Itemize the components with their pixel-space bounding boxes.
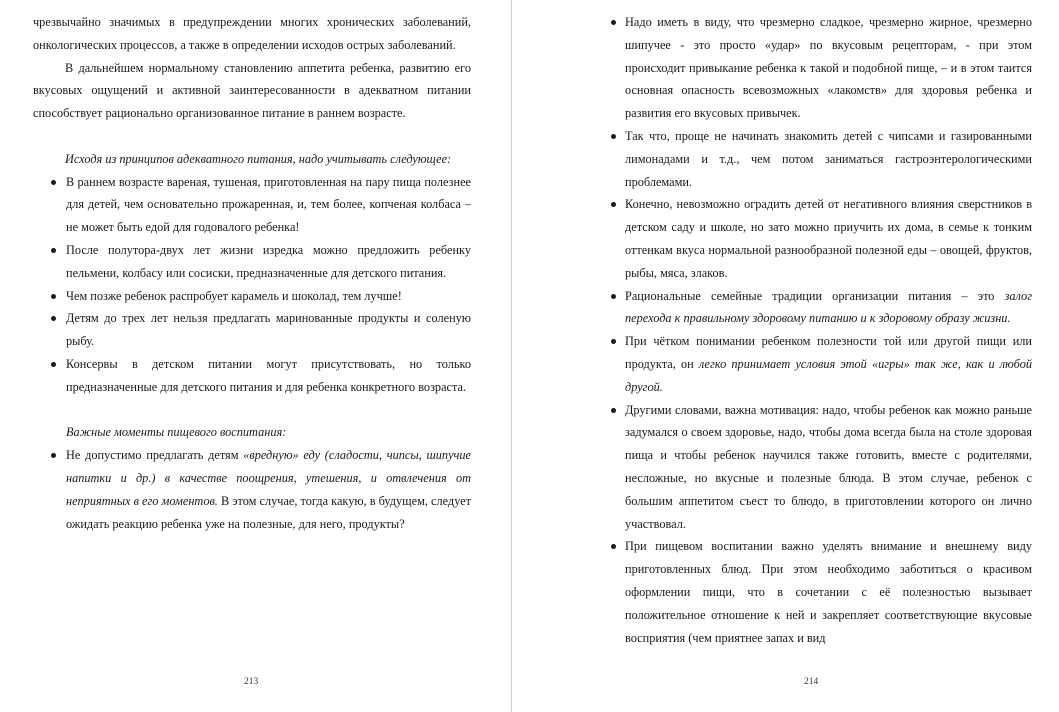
bullet-icon [611, 20, 616, 25]
page-number: 213 [244, 677, 259, 687]
list-item [33, 353, 471, 399]
paragraph-appetite: В дальнейшем нормальному становлению аппетита ребенка, развитию его вкусовых ощущений и активной заинтересованности в адекватном питании способствует рационально организованное питание в раннем возрасте. [33, 60, 471, 121]
list-item-text: Консервы в детском питании могут присутствовать, но только предназначенные для детского питания и для ребенка конкретного возраста. [66, 356, 471, 394]
list-item-text-italic: «вредную» еду (сладости, чипсы, шипучие напитки и др.) в качестве поощрения, утешения, и отвлечения от неприятных в его моментов. [66, 448, 471, 508]
list-item [33, 285, 471, 308]
list-item [33, 444, 471, 535]
list-item [625, 125, 1032, 193]
list-item-text-start: Не допустимо предлагать детям [66, 448, 244, 463]
list-item-text: Рациональные семейные традиции организации питания – это [625, 288, 1005, 303]
page-213 [0, 0, 511, 712]
heading-principles: Исходя из принципов адекватного питания, надо учитывать следующее: [65, 151, 452, 166]
spacer [33, 125, 471, 148]
list-item [33, 307, 471, 353]
list-item-text: После полутора-двух лет жизни изредка можно предложить ребенку пельмени, колбасу или сосиски, предназначенные для детского питания. [66, 242, 471, 280]
bullet-icon [51, 453, 56, 458]
list-item-text: Чем позже ребенок распробует карамель и шоколад, тем лучше! [66, 288, 402, 303]
right-text-column [625, 11, 1032, 649]
bullet-icon [611, 202, 616, 207]
list-item-text: При чётком понимании ребенком полезности той или другой пищи или продукта, он [625, 334, 1032, 371]
list-item-text: Надо иметь в виду, что чрезмерно сладкое, чрезмерно жирное, чрезмерно шипучее - это просто «удар» по вкусовым рецепторам, - при этом происходит привыкание ребенка к такой и подобной пище, – и в этом таится основная опасность всевозможных «лакомств» для здоровья ребенка и развития его вкусовых привычек. [625, 15, 1032, 121]
list-item-text: Конечно, невозможно оградить детей от негативного влияния сверстников в детском саду и школе, но зато можно приучить их дома, в семье к тонким оттенкам вкуса нормальной разнообразной полезной еды – овощей, фруктов, рыбы, мяса, злаков. [625, 197, 1032, 280]
bullet-icon [611, 294, 616, 299]
list-item [625, 11, 1032, 125]
bullet-icon [51, 362, 56, 367]
list-item [625, 285, 1032, 331]
list-item [625, 330, 1032, 398]
list-item [625, 535, 1032, 649]
principles-list [33, 171, 471, 399]
bullet-icon [51, 294, 56, 299]
advice-list [625, 11, 1032, 649]
list-item-text: Другими словами, важна мотивация: надо, чтобы ребенок как можно раньше задумался о своем здоровье, надо, чтобы дома всегда была на столе здоровая пища и чтобы ребенок научился также готовить, вместе с родителями, несложные, но вкусные и полезные блюда. В этом случае, ребенок с большим аппетитом съест то блюдо, в приготовлении которого он лично участвовал. [625, 402, 1032, 531]
bullet-icon [51, 316, 56, 321]
page-214 [512, 0, 1059, 712]
bullet-icon [51, 180, 56, 185]
list-item-text: Детям до трех лет нельзя предлагать маринованные продукты и соленую рыбу. [66, 311, 471, 349]
left-text-column [33, 11, 471, 535]
bullet-icon [611, 339, 616, 344]
paragraph-intro: чрезвычайно значимых в предупреждении многих хронических заболеваний, онкологических процессов, а также в определении исходов острых заболеваний. [33, 15, 471, 52]
page-number: 214 [804, 677, 819, 687]
list-item-text: В раннем возрасте вареная, тушеная, приготовленная на пару пища полезнее для детей, чем основательно прожаренная, и, тем более, копченая колбаса – не может быть едой для годовалого ребенка! [66, 174, 471, 235]
list-item [625, 399, 1032, 536]
bullet-icon [611, 544, 616, 549]
list-item-text-end: В этом случае, тогда какую, в будущем, следует ожидать реакцию ребенка уже на полезные, для него, продукты? [66, 493, 472, 531]
bullet-icon [51, 248, 56, 253]
list-item [33, 239, 471, 285]
list-item-text-italic: легко принимает условия этой «игры» так же, как и любой другой. [625, 356, 1032, 394]
list-item-text-italic: залог перехода к правильному здоровому питанию и к здоровому образу жизни. [625, 288, 1032, 326]
bullet-icon [611, 408, 616, 413]
list-item-text: Так что, проще не начинать знакомить детей с чипсами и газированными лимонадами и т.д., чем потом заниматься гастроэнтерологическими проблемами. [625, 128, 1032, 189]
list-item [625, 193, 1032, 284]
bullet-icon [611, 134, 616, 139]
heading-important-moments: Важные моменты пищевого воспитания: [66, 425, 287, 440]
spacer [33, 399, 471, 422]
list-item-text: При пищевом воспитании важно уделять внимание и внешнему виду приготовленных блюд. При этом необходимо заботиться о красивом оформлении пищи, что в сочетании с её полезностью вызывает положительное отношение к ней и закрепляет соответствующие вкусовые восприятия (чем приятнее запах и вид [625, 539, 1032, 645]
list-item [33, 171, 471, 239]
moments-list [33, 444, 471, 535]
